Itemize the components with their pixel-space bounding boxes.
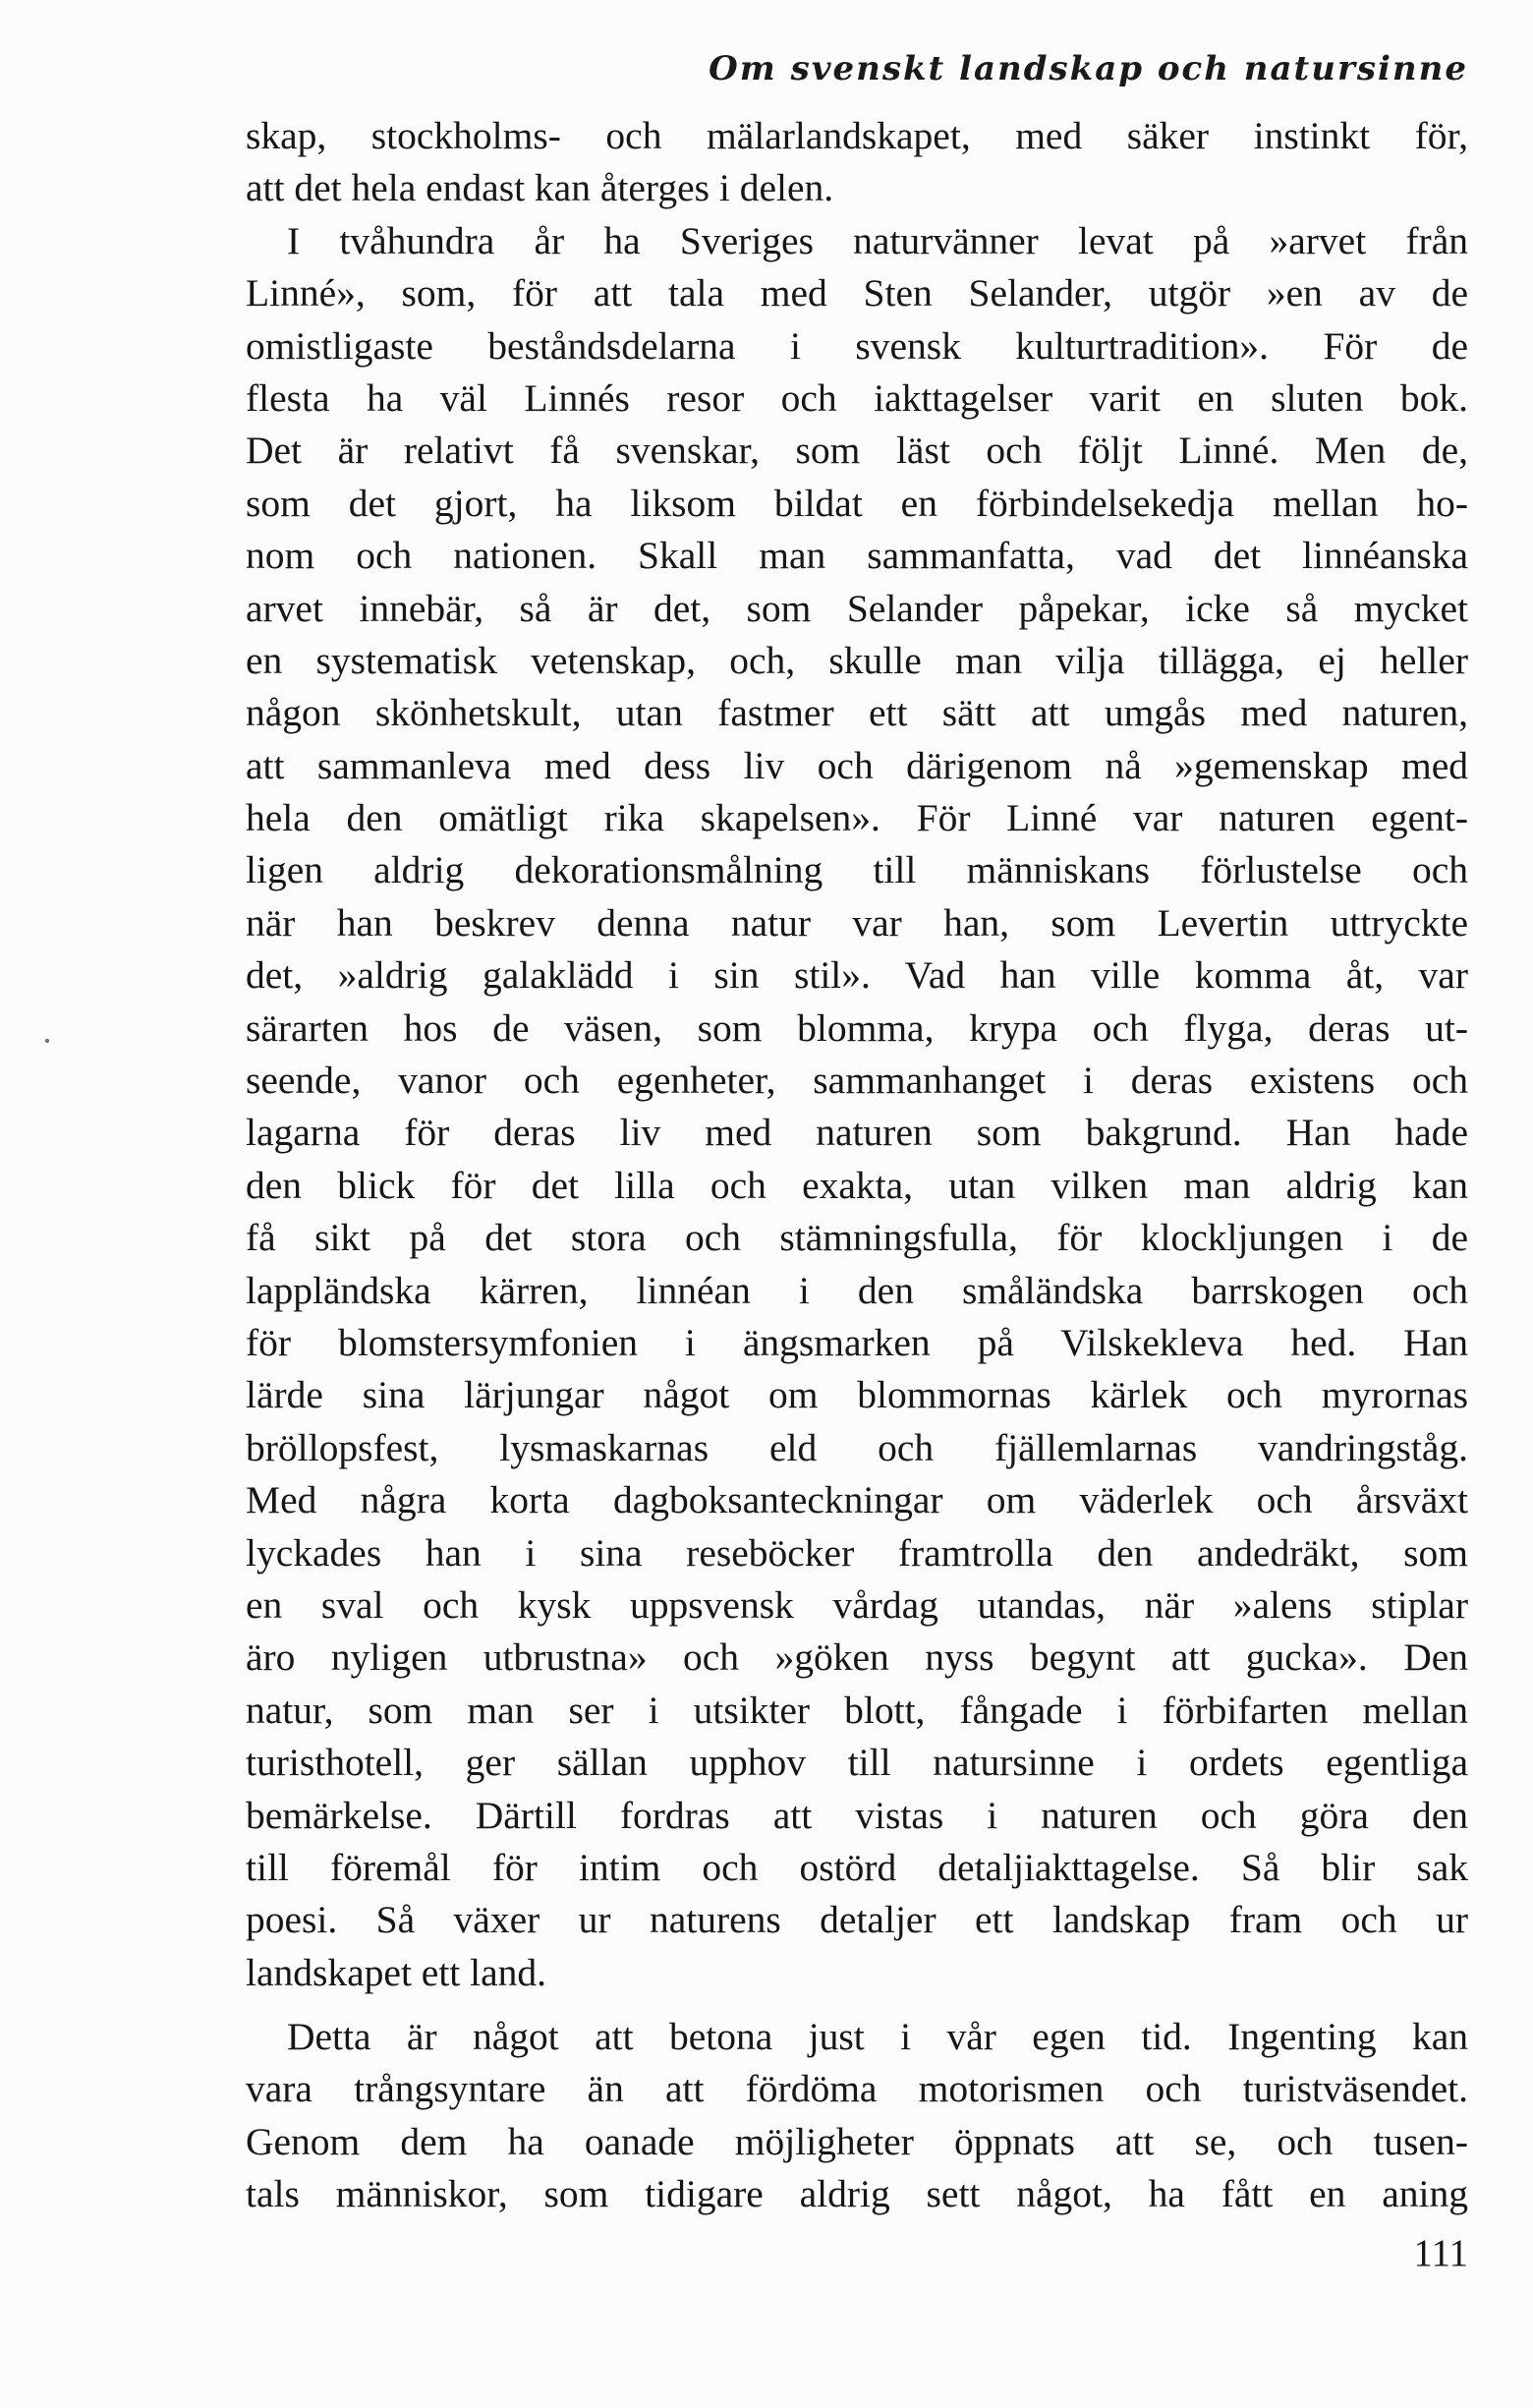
text-line: till föremål för intim och ostörd detaljiakttagelse. Så blir sak <box>246 1845 1468 1889</box>
text-line: en systematisk vetenskap, och, skulle man vilja tillägga, ej heller <box>246 638 1468 682</box>
text-line: lyckades han i sina reseböcker framtrolla den andedräkt, som <box>246 1530 1468 1575</box>
text-line: skap, stockholms- och mälarlandskapet, med säker instinkt för, <box>246 114 1468 157</box>
text-line: Detta är något att betona just i vår egen tid. Ingenting kan <box>287 2015 1468 2059</box>
text-line: seende, vanor och egenheter, sammanhanget i deras existens och <box>246 1059 1468 1103</box>
text-line: när han beskrev denna natur var han, som Levertin uttryckte <box>246 900 1468 945</box>
text-line: ligen aldrig dekorationsmålning till människans förlustelse och <box>246 848 1468 892</box>
text-line: det, »aldrig galaklädd i sin stil». Vad han ville komma åt, var <box>246 953 1468 998</box>
text-line: äro nyligen utbrustna» och »göken nyss begynt att gucka». Den <box>246 1635 1468 1680</box>
text-line: Genom dem ha oanade möjligheter öppnats att se, och tusen- <box>246 2119 1468 2163</box>
text-line: särarten hos de väsen, som blomma, krypa och flyga, deras ut- <box>246 1005 1468 1050</box>
paragraph-gap <box>246 1999 1468 2011</box>
running-title: Om svenskt landskap och natursinne <box>709 49 1468 88</box>
text-line: lappländska kärren, linnéan i den småländska barrskogen och <box>246 1268 1468 1312</box>
body-text <box>246 110 1468 2221</box>
text-line: nom och nationen. Skall man sammanfatta, vad det linnéanska <box>246 534 1468 578</box>
text-line: hela den omätligt rika skapelsen». För Linné var naturen egent- <box>246 796 1468 840</box>
text-line: natur, som man ser i utsikter blott, fångade i förbifarten mellan <box>246 1688 1468 1732</box>
text-line: som det gjort, ha liksom bildat en förbindelsekedja mellan ho- <box>246 481 1468 525</box>
text-line: en sval och kysk uppsvensk vårdag utandas, när »alens stiplar <box>246 1582 1468 1627</box>
text-line: poesi. Så växer ur naturens detaljer ett landskap fram och ur <box>246 1898 1468 1942</box>
text-line: att sammanleva med dess liv och därigenom nå »gemenskap med <box>246 743 1468 787</box>
text-line: någon skönhetskult, utan fastmer ett sätt att umgås med naturen, <box>246 691 1468 735</box>
text-line: I tvåhundra år ha Sveriges naturvänner levat på »arvet från <box>287 218 1468 262</box>
text-line: omistligaste beståndsdelarna i svensk kulturtradition». För de <box>246 323 1468 368</box>
text-line: lagarna för deras liv med naturen som bakgrund. Han hade <box>246 1111 1468 1155</box>
text-line: bröllopsfest, lysmaskarnas eld och fjällemlarnas vandringståg. <box>246 1425 1468 1469</box>
text-line: att det hela endast kan återges i delen. <box>246 166 834 210</box>
text-line: tals människor, som tidigare aldrig sett något, ha fått en aning <box>246 2172 1468 2216</box>
text-line: turisthotell, ger sällan upphov till natursinne i ordets egentliga <box>246 1741 1468 1785</box>
text-line: Det är relativt få svenskar, som läst och följt Linné. Men de, <box>246 429 1468 473</box>
text-line: få sikt på det stora och stämningsfulla, för klockljungen i de <box>246 1216 1468 1260</box>
margin-speck <box>45 1039 49 1043</box>
text-line: för blomstersymfonien i ängsmarken på Vilskekleva hed. Han <box>246 1320 1468 1364</box>
text-line: arvet innebär, så är det, som Selander påpekar, icke så mycket <box>246 586 1468 630</box>
text-line: bemärkelse. Därtill fordras att vistas i naturen och göra den <box>246 1793 1468 1837</box>
text-line: Linné», som, för att tala med Sten Selander, utgör »en av de <box>246 271 1468 315</box>
text-line: flesta ha väl Linnés resor och iakttagelser varit en sluten bok. <box>246 375 1468 420</box>
page-number: 111 <box>1413 2232 1468 2274</box>
text-line: den blick för det lilla och exakta, utan vilken man aldrig kan <box>246 1163 1468 1207</box>
text-line: Med några korta dagboksanteckningar om väderlek och årsväxt <box>246 1478 1468 1522</box>
text-line: vara trångsyntare än att fördöma motorismen och turistväsendet. <box>246 2067 1468 2111</box>
text-line: landskapet ett land. <box>246 1950 547 1994</box>
text-line: lärde sina lärjungar något om blommornas kärlek och myrornas <box>246 1373 1468 1417</box>
